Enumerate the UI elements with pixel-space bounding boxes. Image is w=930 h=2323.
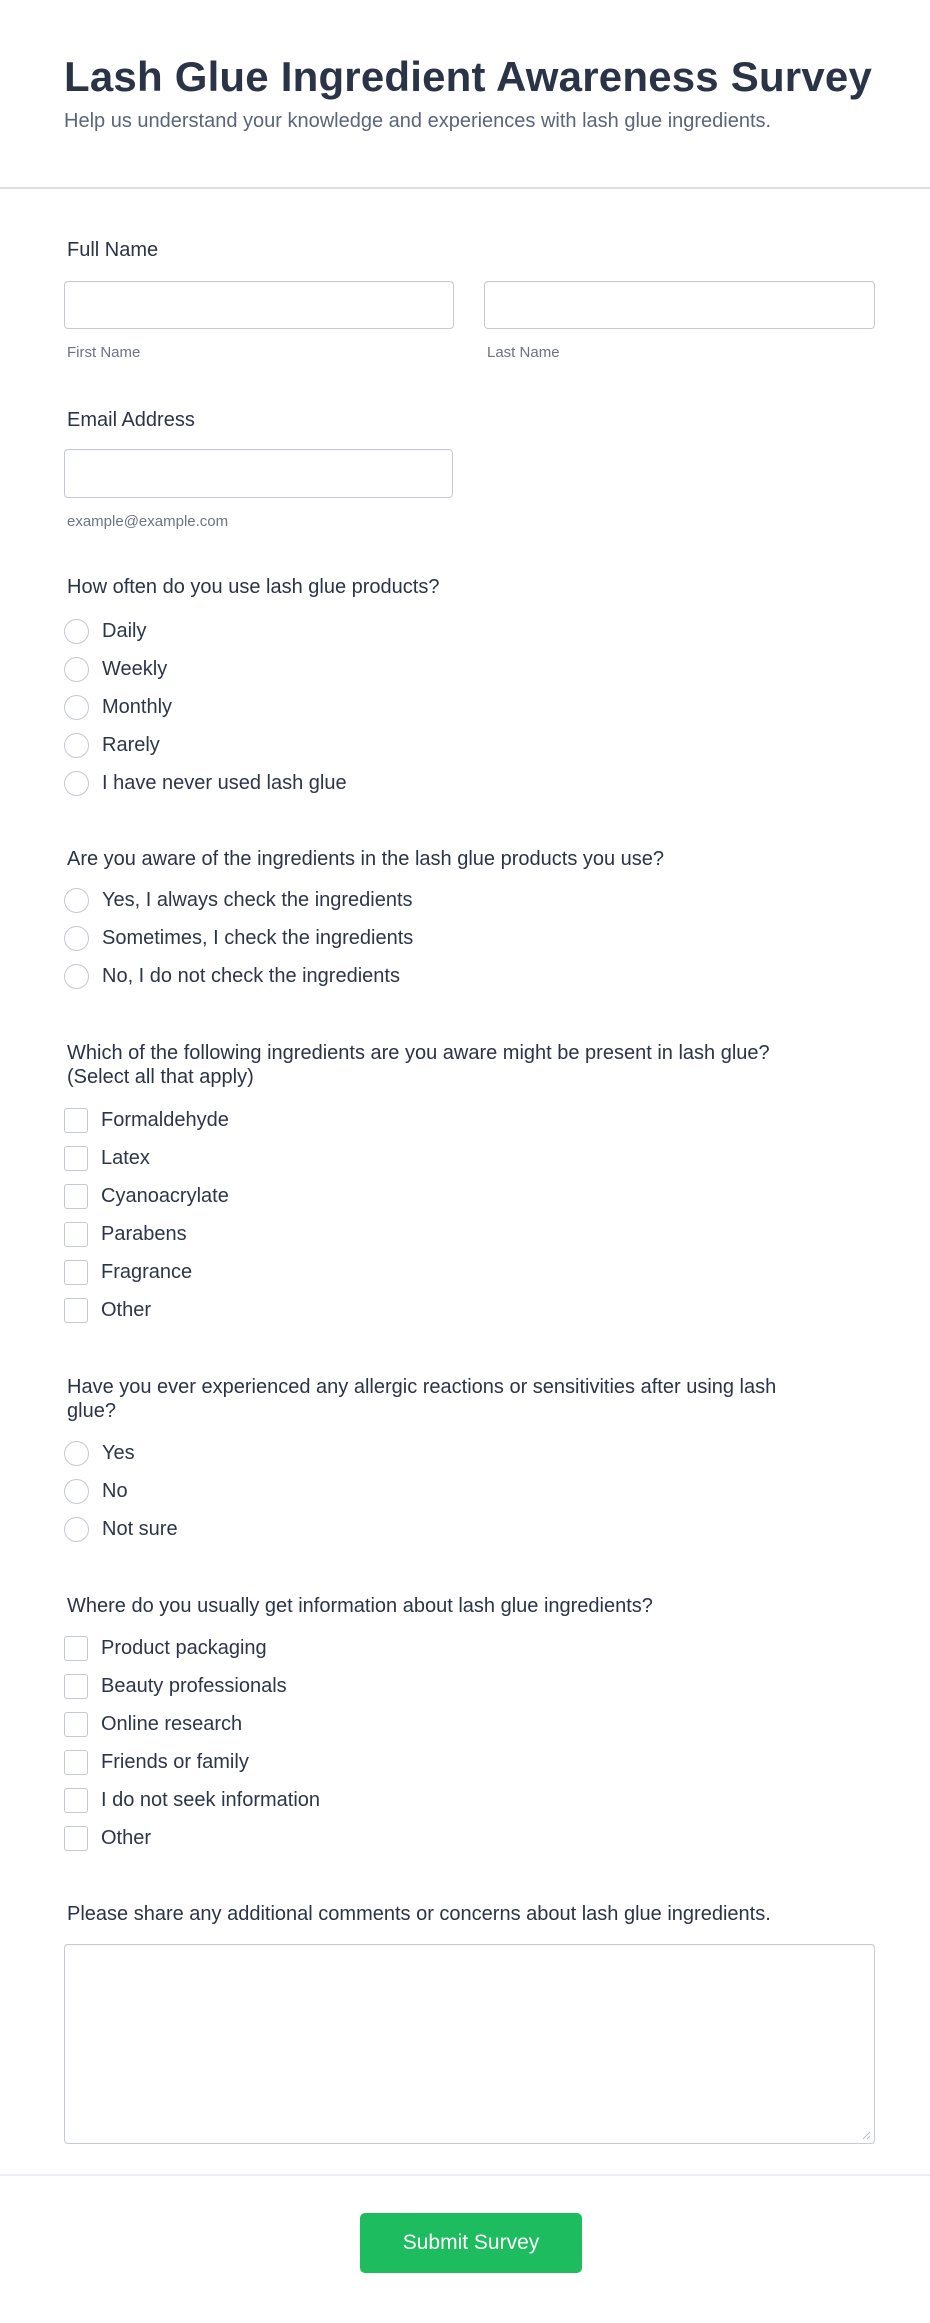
checkbox[interactable] xyxy=(64,1674,88,1699)
comments-textarea[interactable] xyxy=(64,1944,875,2144)
source-option-other[interactable] xyxy=(64,1825,151,1851)
source-option-packaging[interactable] xyxy=(64,1635,267,1661)
question-line-2: (Select all that apply) xyxy=(67,1066,254,1088)
checkbox[interactable] xyxy=(64,1750,88,1775)
radio-button[interactable] xyxy=(64,695,89,720)
usage-option-never[interactable] xyxy=(64,770,347,796)
radio-button[interactable] xyxy=(64,619,89,644)
comments-question: Please share any additional comments or concerns about lash glue ingredients. xyxy=(67,1903,771,1925)
option-label: Cyanoacrylate xyxy=(101,1185,229,1207)
radio-button[interactable] xyxy=(64,1479,89,1504)
option-label: Sometimes, I check the ingredients xyxy=(102,927,414,949)
ingredient-option-cyanoacrylate[interactable] xyxy=(64,1183,229,1209)
checkbox[interactable] xyxy=(64,1636,88,1661)
radio-button[interactable] xyxy=(64,1441,89,1466)
checkbox[interactable] xyxy=(64,1712,88,1737)
question-line-2: glue? xyxy=(67,1400,116,1422)
option-label: Friends or family xyxy=(101,1751,249,1773)
page-subtitle: Help us understand your knowledge and experiences with lash glue ingredients. xyxy=(64,110,772,132)
checkbox[interactable] xyxy=(64,1298,88,1323)
usage-option-rarely[interactable] xyxy=(64,732,160,758)
first-name-input[interactable] xyxy=(64,281,454,329)
radio-button[interactable] xyxy=(64,926,89,951)
option-label: Yes, I always check the ingredients xyxy=(102,889,413,911)
ingredient-awareness-question: Are you aware of the ingredients in the lash glue products you use? xyxy=(67,848,665,870)
awareness-option-sometimes[interactable] xyxy=(64,925,413,951)
radio-button[interactable] xyxy=(64,964,89,989)
option-label: Latex xyxy=(101,1147,150,1169)
usage-option-weekly[interactable] xyxy=(64,656,167,682)
checkbox[interactable] xyxy=(64,1108,88,1133)
source-option-friends[interactable] xyxy=(64,1749,249,1775)
reactions-question xyxy=(67,1375,867,1423)
email-sublabel: example@example.com xyxy=(67,513,229,530)
option-label: Other xyxy=(101,1827,152,1849)
radio-button[interactable] xyxy=(64,888,89,913)
known-ingredients-question xyxy=(67,1041,867,1089)
question-line-1: Which of the following ingredients are you aware might be present in lash glue? xyxy=(67,1042,770,1064)
usage-option-monthly[interactable] xyxy=(64,694,172,720)
option-label: I have never used lash glue xyxy=(102,772,347,794)
first-name-sublabel: First Name xyxy=(67,344,141,361)
option-label: Daily xyxy=(102,620,147,642)
reaction-option-yes[interactable] xyxy=(64,1440,135,1466)
usage-frequency-question: How often do you use lash glue products? xyxy=(67,576,440,598)
option-label: No xyxy=(102,1480,128,1502)
resize-handle-icon[interactable] xyxy=(861,2130,871,2140)
radio-button[interactable] xyxy=(64,733,89,758)
option-label: Monthly xyxy=(102,696,173,718)
usage-option-daily[interactable] xyxy=(64,618,146,644)
reaction-option-no[interactable] xyxy=(64,1478,128,1504)
option-label: Formaldehyde xyxy=(101,1109,229,1131)
ingredient-option-parabens[interactable] xyxy=(64,1221,187,1247)
option-label: Yes xyxy=(102,1442,135,1464)
checkbox[interactable] xyxy=(64,1222,88,1247)
option-label: Online research xyxy=(101,1713,243,1735)
radio-button[interactable] xyxy=(64,771,89,796)
page-title: Lash Glue Ingredient Awareness Survey xyxy=(64,53,873,100)
full-name-label: Full Name xyxy=(67,239,159,261)
checkbox[interactable] xyxy=(64,1184,88,1209)
radio-button[interactable] xyxy=(64,1517,89,1542)
option-label: No, I do not check the ingredients xyxy=(102,965,400,987)
source-option-professionals[interactable] xyxy=(64,1673,287,1699)
info-sources-question: Where do you usually get information about lash glue ingredients? xyxy=(67,1595,653,1617)
checkbox[interactable] xyxy=(64,1826,88,1851)
option-label: Other xyxy=(101,1299,152,1321)
ingredient-option-other[interactable] xyxy=(64,1297,151,1323)
option-label: Weekly xyxy=(102,658,168,680)
reaction-option-not-sure[interactable] xyxy=(64,1516,178,1542)
option-label: Fragrance xyxy=(101,1261,193,1283)
last-name-sublabel: Last Name xyxy=(487,344,560,361)
checkbox[interactable] xyxy=(64,1788,88,1813)
option-label: Not sure xyxy=(102,1518,178,1540)
source-option-online[interactable] xyxy=(64,1711,242,1737)
radio-button[interactable] xyxy=(64,657,89,682)
submit-survey-button[interactable]: Submit Survey xyxy=(360,2213,582,2273)
option-label: Parabens xyxy=(101,1223,187,1245)
email-label: Email Address xyxy=(67,409,195,431)
source-option-none[interactable] xyxy=(64,1787,320,1813)
checkbox[interactable] xyxy=(64,1260,88,1285)
option-label: I do not seek information xyxy=(101,1789,321,1811)
option-label: Beauty professionals xyxy=(101,1675,287,1697)
footer-divider xyxy=(0,2174,930,2176)
email-input[interactable] xyxy=(64,449,453,498)
option-label: Rarely xyxy=(102,734,160,756)
ingredient-option-fragrance[interactable] xyxy=(64,1259,192,1285)
question-line-1: Have you ever experienced any allergic reactions or sensitivities after using lash xyxy=(67,1376,777,1398)
checkbox[interactable] xyxy=(64,1146,88,1171)
awareness-option-always[interactable] xyxy=(64,887,413,913)
option-label: Product packaging xyxy=(101,1637,267,1659)
ingredient-option-formaldehyde[interactable] xyxy=(64,1107,229,1133)
header-divider xyxy=(0,187,930,189)
ingredient-option-latex[interactable] xyxy=(64,1145,150,1171)
last-name-input[interactable] xyxy=(484,281,875,329)
awareness-option-no[interactable] xyxy=(64,963,400,989)
